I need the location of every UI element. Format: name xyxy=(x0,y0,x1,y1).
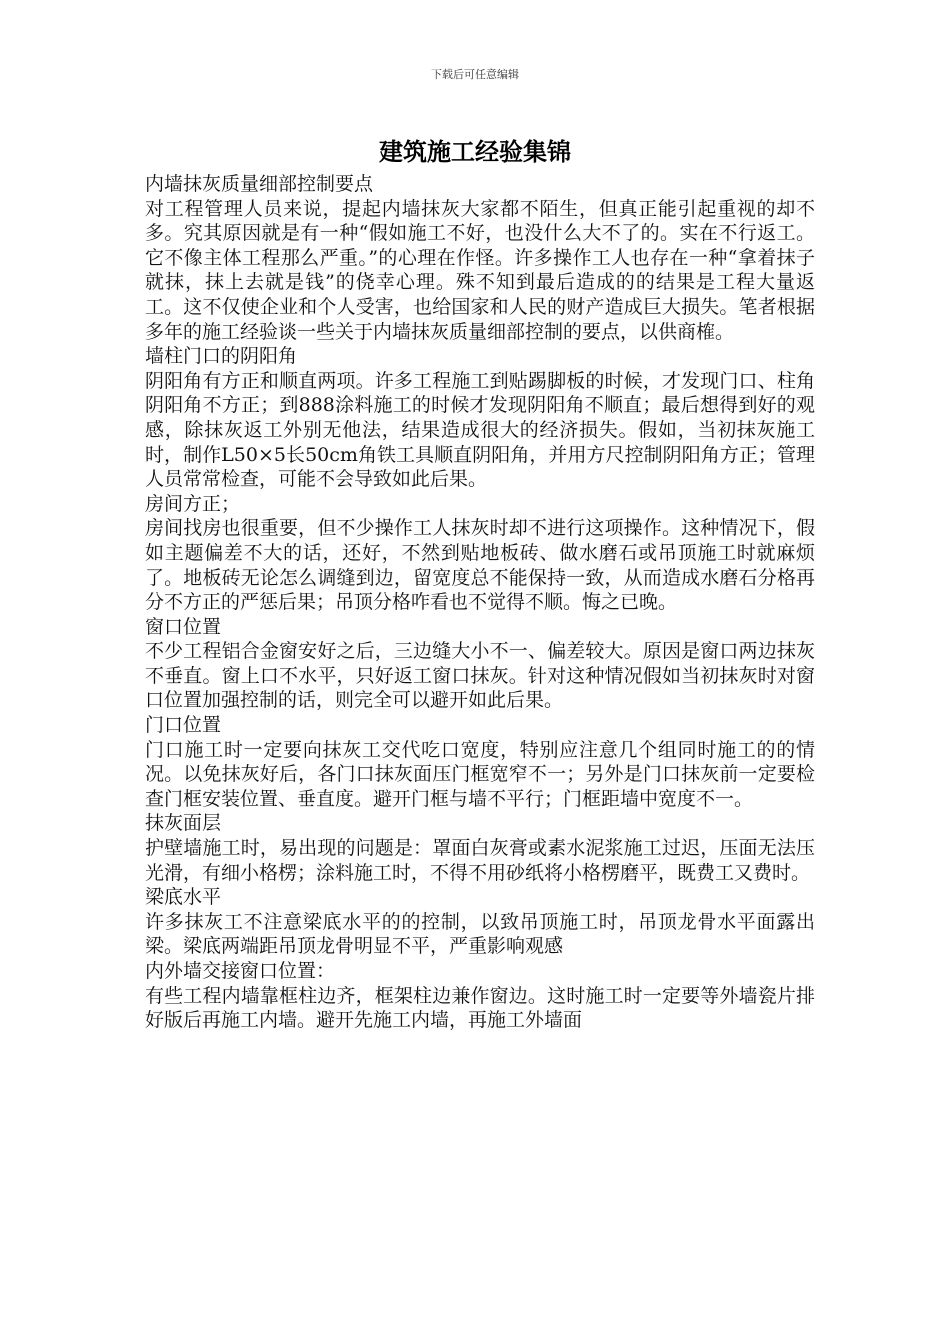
section-paragraph: 许多抹灰工不注意梁底水平的的控制，以致吊顶施工时，吊顶龙骨水平面露出梁。梁底两端距吊顶龙骨明显不平，严重影响观感 xyxy=(145,910,815,958)
section-paragraph: 门口施工时一定要向抹灰工交代吃口宽度，特别应注意几个组同时施工的的情况。以免抹灰好后，各门口抹灰面压门框宽窄不一；另外是门口抹灰前一定要检查门框安装位置、垂直度。避开门框与墙不平行；门框距墙中宽度不一。 xyxy=(145,738,815,810)
section-paragraph: 有些工程内墙靠框柱边齐，框架柱边兼作窗边。这时施工时一定要等外墙瓷片排好版后再施工内墙。避开先施工内墙，再施工外墙面 xyxy=(145,984,815,1032)
section-paragraph: 护壁墙施工时，易出现的问题是：罩面白灰膏或素水泥浆施工过迟，压面无法压光滑，有细小格楞；涂料施工时，不得不用砂纸将小格楞磨平，既费工又费时。 xyxy=(145,837,815,884)
document-title: 建筑施工经验集锦 xyxy=(379,138,571,166)
section-heading: 梁底水平 xyxy=(145,886,222,909)
section-paragraph: 对工程管理人员来说，提起内墙抹灰大家都不陌生，但真正能引起重视的却不多。究其原因就是有一种“假如施工不好，也没什么大不了的。实在不行返工。它不像主体工程那么严重。”的心理在作怪。许多操作工人也存在一种“拿着抹子就抹，抹上去就是钱”的侥幸心理。殊不知到最后造成的的结果是工程大量返工。这不仅使企业和个人受害，也给国家和人民的财产造成巨大损失。笔者根据多年的施工经验谈一些关于内墙抹灰质量细部控制的要点，以供商榷。 xyxy=(145,197,815,343)
document-body xyxy=(145,172,815,1033)
section-heading: 内墙抹灰质量细部控制要点 xyxy=(145,173,374,195)
section-paragraph: 不少工程铝合金窗安好之后，三边缝大小不一、偏差较大。原因是窗口两边抹灰不垂直。窗上口不水平，只好返工窗口抹灰。针对这种情况假如当初抹灰时对窗口位置加强控制的话，则完全可以避开如此后果。 xyxy=(145,640,815,712)
page-header-note: 下载后可任意编辑 xyxy=(431,68,519,81)
section-paragraph: 阴阳角有方正和顺直两项。许多工程施工到贴踢脚板的时候，才发现门口、柱角阴阳角不方正；到888涂料施工的时候才发现阴阳角不顺直；最后想得到好的观感，除抹灰返工外别无他法，结果造成很大的经济损失。假如，当初抹灰施工时，制作L50×5长50cm角铁工具顺直阴阳角，并用方尺控制阴阳角方正；管理人员常常检查，可能不会导致如此后果。 xyxy=(145,369,815,491)
section-heading: 房间方正； xyxy=(145,492,241,515)
section-heading: 墙柱门口的阴阳角 xyxy=(145,345,298,368)
section-paragraph: 房间找房也很重要，但不少操作工人抹灰时却不进行这项操作。这种情况下，假如主题偏差不大的话，还好，不然到贴地板砖、做水磨石或吊顶施工时就麻烦了。地板砖无论怎么调缝到边，留宽度总不能保持一致，从而造成水磨石分格再分不方正的严惩后果；吊顶分格咋看也不觉得不顺。悔之已晚。 xyxy=(145,517,815,614)
section-heading: 内外墙交接窗口位置： xyxy=(145,960,336,982)
section-heading: 门口位置 xyxy=(145,714,222,737)
section-heading: 抹灰面层 xyxy=(145,812,222,835)
section-heading: 窗口位置 xyxy=(145,615,222,638)
